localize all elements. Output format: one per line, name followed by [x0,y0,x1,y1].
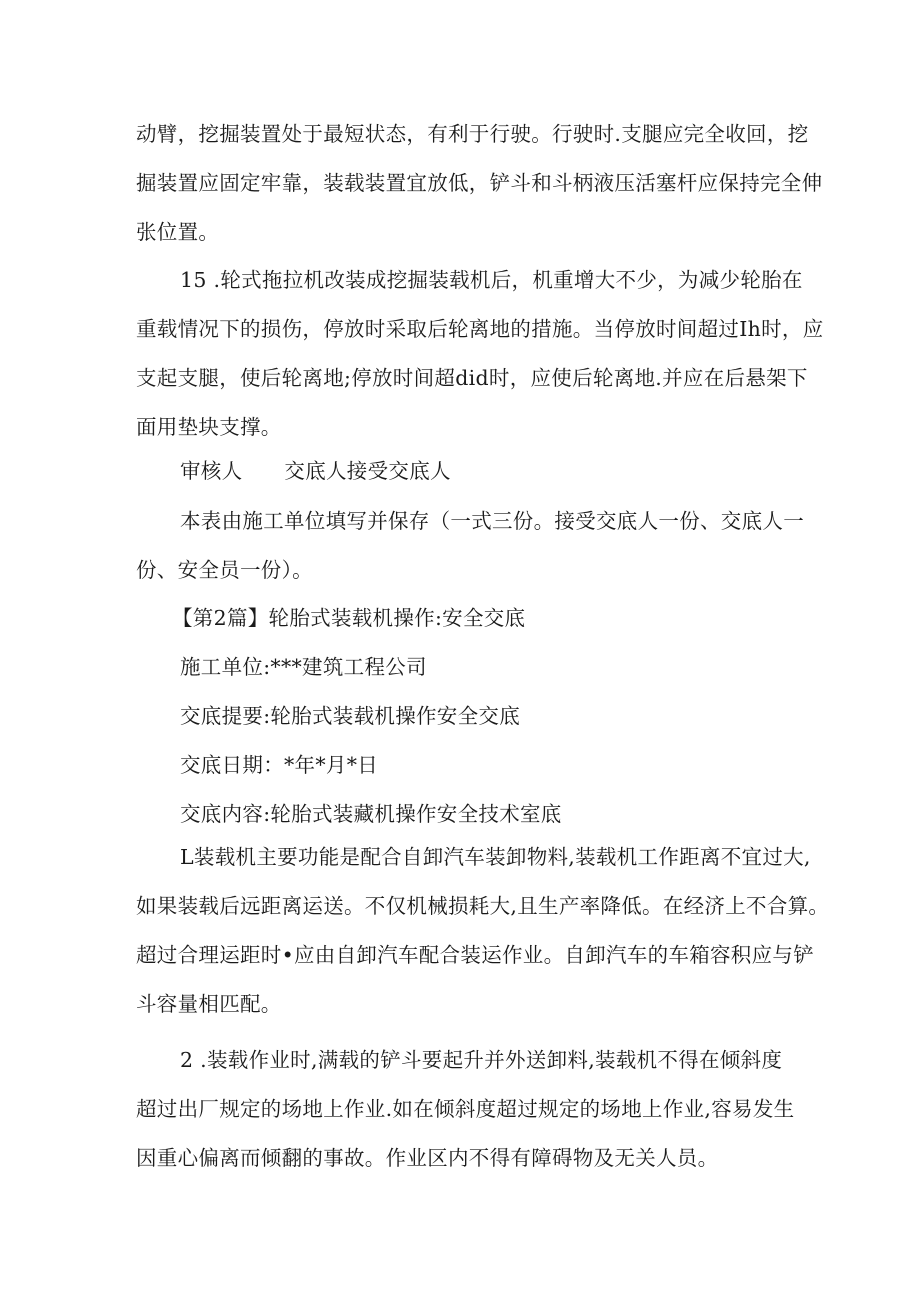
paragraph-line: 15 .轮式拖拉机改装成挖掘装载机后，机重增大不少，为减少轮胎在 [180,268,803,292]
paragraph-line: 份、安全员一份）。 [136,558,313,582]
paragraph-line: 斗容量相匹配。 [136,992,282,1016]
paragraph-line: 2 .装载作业时,满载的铲斗要起升并外送卸料,装载机不得在倾斜度 [180,1048,783,1072]
paragraph-continuation [136,110,823,257]
paragraph-line: 掘装置应固定牢靠，装载装置宜放低，铲斗和斗柄液压活塞杆应保持完全伸 [136,171,823,195]
paragraph-line: 本表由施工单位填写并保存（一式三份。接受交底人一份、交底人一 [180,509,804,533]
paragraph-line: L装载机主要功能是配合自卸汽车装卸物料,装载机工作距离不宜过大, [180,845,811,869]
paragraph-line: 面用垫块支撑。 [136,415,282,439]
construction-unit: 施工单位:***建筑工程公司 [180,655,427,679]
briefing-summary: 交底提要:轮胎式装载机操作安全交底 [180,704,521,728]
paragraph-item-15 [136,256,824,452]
paragraph-item-1 [136,833,830,1029]
briefing-content: 交底内容:轮胎式装藏机操作安全技术室底 [180,802,562,826]
paragraph-line: 因重心偏离而倾翻的事故。作业区内不得有障碍物及无关人员。 [136,1146,719,1170]
reviewer-label: 审核人 [180,459,243,483]
paragraph-line: 如果装载后远距离运送。不仅机械损耗大,且生产率降低。在经济上不合算。 [136,894,830,918]
paragraph-line: 张位置。 [136,220,220,244]
paragraph-line: 重载情况下的损伤，停放时采取后轮离地的措施。当停放时间超过Ih时，应 [136,317,824,341]
paragraph-line: 超过合理运距时•应由自卸汽车配合装运作业。自卸汽车的车箱容积应与铲 [136,943,814,967]
receiver-label: 交底人接受交底人 [284,459,451,483]
paragraph-item-2 [136,1036,796,1183]
paragraph-line: 动臂，挖掘装置处于最短状态，有利于行驶。行驶时.支腿应完全收回，挖 [136,122,809,146]
paragraph-line: 支起支腿，使后轮离地;停放时间超did时，应使后轮离地.并应在后悬架下 [136,366,808,390]
signature-line [180,456,451,486]
paragraph-line: 超过出厂规定的场地上作业.如在倾斜度超过规定的场地上作业,容易发生 [136,1097,795,1121]
briefing-date: 交底日期：*年*月*日 [180,753,379,777]
form-note [136,497,804,595]
section-heading: 【第2篇】轮胎式装载机操作:安全交底 [172,606,526,630]
